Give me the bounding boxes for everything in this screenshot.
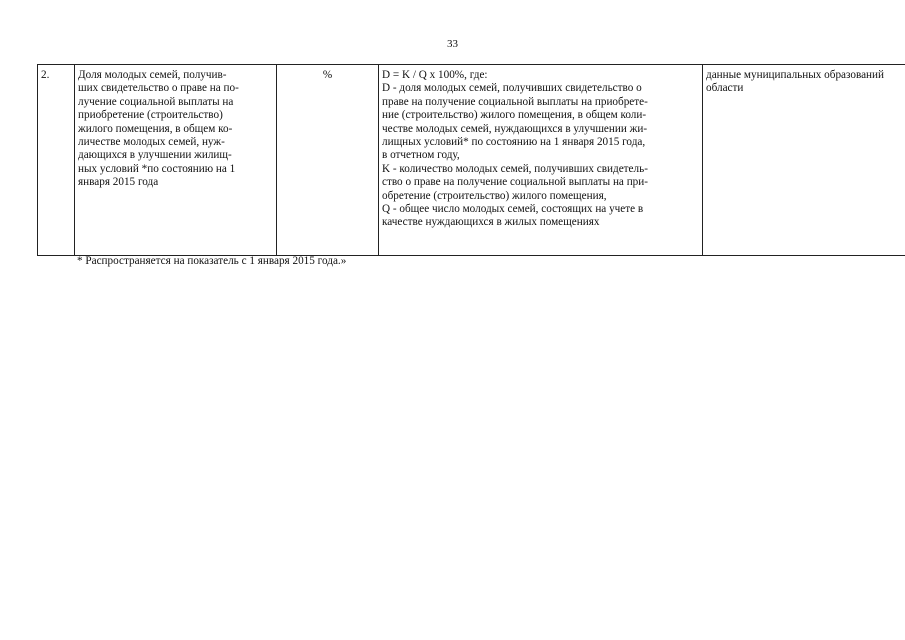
formula-line: честве молодых семей, нуждающихся в улучшении жи- [382, 122, 648, 135]
formula-line: в отчетном году, [382, 149, 460, 162]
formula-line: обретение (строительство) жилого помещения, [382, 189, 607, 202]
indicator-line: Доля молодых семей, получив- [78, 69, 227, 81]
formula-line: ние (строительство) жилого помещения, в общем коли- [382, 109, 647, 122]
indicator-line: личестве молодых семей, нуж- [78, 136, 225, 149]
indicator-table [37, 64, 905, 256]
indicator-line: января 2015 года [78, 176, 159, 189]
footnote: * Распространяется на показатель с 1 января 2015 года.» [77, 255, 347, 267]
unit-cell [277, 65, 379, 256]
row-number: 2. [41, 69, 50, 81]
formula-line: D - доля молодых семей, получивших свидетельство о [382, 82, 642, 95]
formula-line: Q - общее число молодых семей, состоящих на учете в [382, 203, 644, 216]
indicator-line: ных условий *по состоянию на 1 [78, 162, 236, 175]
table-row [38, 65, 905, 256]
formula-line: ство о праве на получение социальной выплаты на при- [382, 176, 648, 189]
formula-line: качестве нуждающихся в жилых помещениях [382, 216, 600, 229]
indicator-line: лучение социальной выплаты на [78, 95, 234, 108]
indicator-line: приобретение (строительство) [78, 109, 223, 122]
unit-value: % [322, 69, 333, 81]
row-number-cell [38, 65, 75, 256]
indicator-line: дающихся в улучшении жилищ- [78, 149, 232, 162]
formula-cell [379, 65, 703, 256]
indicator-line: жилого помещения, в общем ко- [78, 122, 233, 135]
formula-line: праве на получение социальной выплаты на приобрете- [382, 95, 648, 108]
indicator-name-cell [75, 65, 277, 256]
source-line: данные муниципальных образований [706, 69, 885, 81]
source-line: области [706, 82, 744, 95]
data-source-cell [703, 65, 905, 256]
page-number: 33 [447, 38, 458, 50]
formula-line: D = K / Q x 100%, где: [382, 69, 488, 81]
formula-line: K - количество молодых семей, получивших свидетель- [382, 162, 648, 175]
indicator-line: ших свидетельство о праве на по- [78, 82, 239, 95]
formula-line: лищных условий* по состоянию на 1 января 2015 года, [382, 136, 646, 149]
